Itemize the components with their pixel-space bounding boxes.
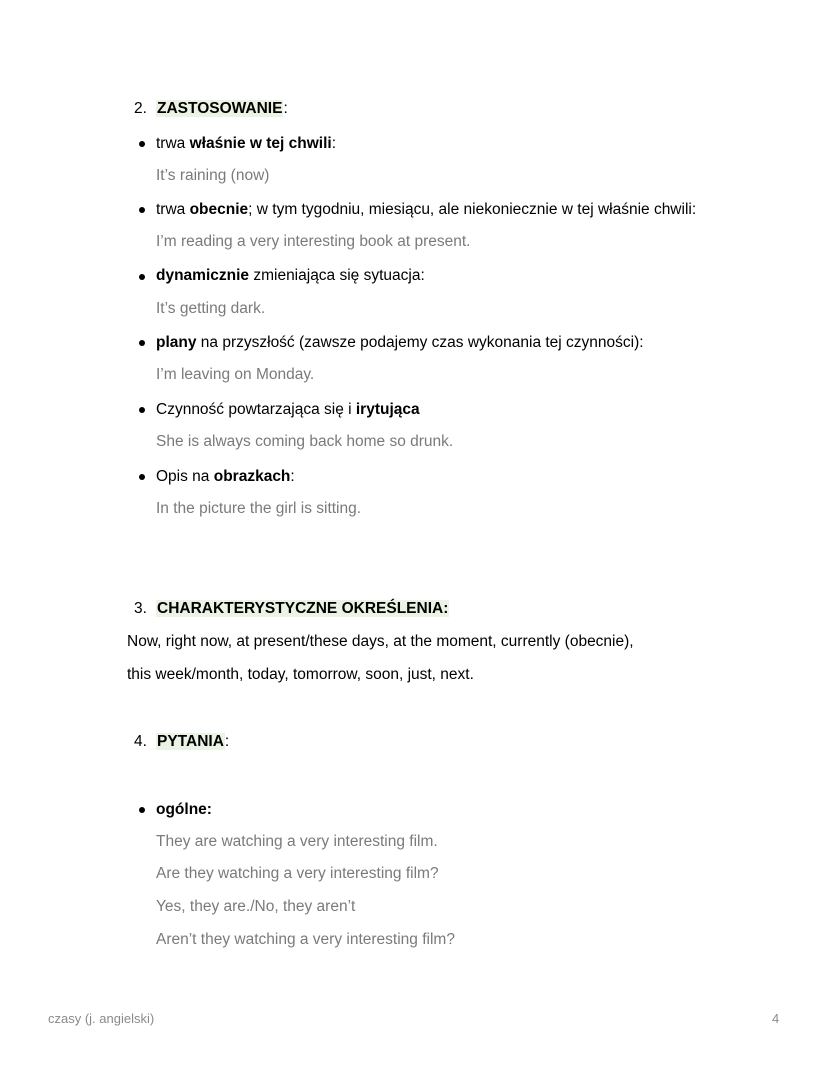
usage-example-0: It’s raining (now) xyxy=(156,167,270,184)
usage-item-2 xyxy=(156,266,425,286)
bullet-icon xyxy=(139,474,145,480)
usage-item-text: trwa xyxy=(156,135,190,152)
usage-item-0 xyxy=(156,134,336,154)
usage-item-bold: obecnie xyxy=(189,201,249,218)
usage-item-text: ; w tym tygodniu, miesiącu, ale niekoniecznie w tej właśnie chwili: xyxy=(248,201,697,218)
bullet-icon xyxy=(139,207,145,213)
usage-example-2: It’s getting dark. xyxy=(156,300,266,317)
section-4-heading-line xyxy=(156,732,229,752)
question-example-1: Are they watching a very interesting film? xyxy=(156,865,439,882)
usage-item-text: : xyxy=(290,468,295,485)
usage-item-text: zmieniająca się sytuacja: xyxy=(249,267,425,284)
usage-item-3 xyxy=(156,333,644,353)
usage-item-bold: obrazkach xyxy=(213,468,291,485)
section-2-number: 2. xyxy=(134,100,147,117)
page-number: 4 xyxy=(772,1011,780,1026)
section-4-heading-suffix: : xyxy=(224,733,230,750)
usage-example-4: She is always coming back home so drunk. xyxy=(156,433,454,450)
section-2-heading-suffix: : xyxy=(283,100,288,117)
bullet-icon xyxy=(139,274,145,280)
section-3-number: 3. xyxy=(134,600,147,617)
usage-item-bold: właśnie w tej chwili xyxy=(189,135,332,152)
usage-example-5: In the picture the girl is sitting. xyxy=(156,500,362,517)
usage-item-text: Czynność powtarzająca się i xyxy=(156,401,356,418)
bullet-icon xyxy=(139,807,145,813)
question-example-2: Yes, they are./No, they aren’t xyxy=(156,898,356,915)
usage-item-text: : xyxy=(331,135,337,152)
section-2-heading-line xyxy=(156,99,288,119)
section-3-heading: CHARAKTERYSTYCZNE OKREŚLENIA: xyxy=(157,600,449,617)
bullet-icon xyxy=(139,407,145,413)
usage-item-text: trwa xyxy=(156,201,190,218)
usage-item-5 xyxy=(156,467,295,487)
usage-example-3: I’m leaving on Monday. xyxy=(156,366,315,383)
usage-example-1: I’m reading a very interesting book at present. xyxy=(156,233,471,250)
section-4-number: 4. xyxy=(134,733,147,750)
usage-item-bold: irytująca xyxy=(355,401,420,418)
footer-title: czasy (j. angielski) xyxy=(48,1011,155,1026)
section-4-heading: PYTANIA xyxy=(157,733,224,750)
usage-item-text: na przyszłość (zawsze podajemy czas wykonania tej czynności): xyxy=(196,334,644,351)
section-3-line-1: Now, right now, at present/these days, at the moment, currently (obecnie), xyxy=(127,633,634,650)
section-2-heading: ZASTOSOWANIE xyxy=(157,100,283,117)
question-type-label: ogólne: xyxy=(156,801,212,818)
usage-item-4 xyxy=(156,400,420,420)
usage-item-bold: dynamicznie xyxy=(156,267,250,284)
usage-item-1 xyxy=(156,200,696,220)
section-3-heading-line xyxy=(156,599,449,619)
usage-item-text: Opis na xyxy=(156,468,214,485)
question-example-3: Aren’t they watching a very interesting film? xyxy=(156,931,455,948)
bullet-icon xyxy=(139,340,145,346)
usage-item-bold: plany xyxy=(156,334,197,351)
bullet-icon xyxy=(139,141,145,147)
question-example-0: They are watching a very interesting film. xyxy=(156,833,438,850)
section-3-line-2: this week/month, today, tomorrow, soon, just, next. xyxy=(127,666,474,683)
